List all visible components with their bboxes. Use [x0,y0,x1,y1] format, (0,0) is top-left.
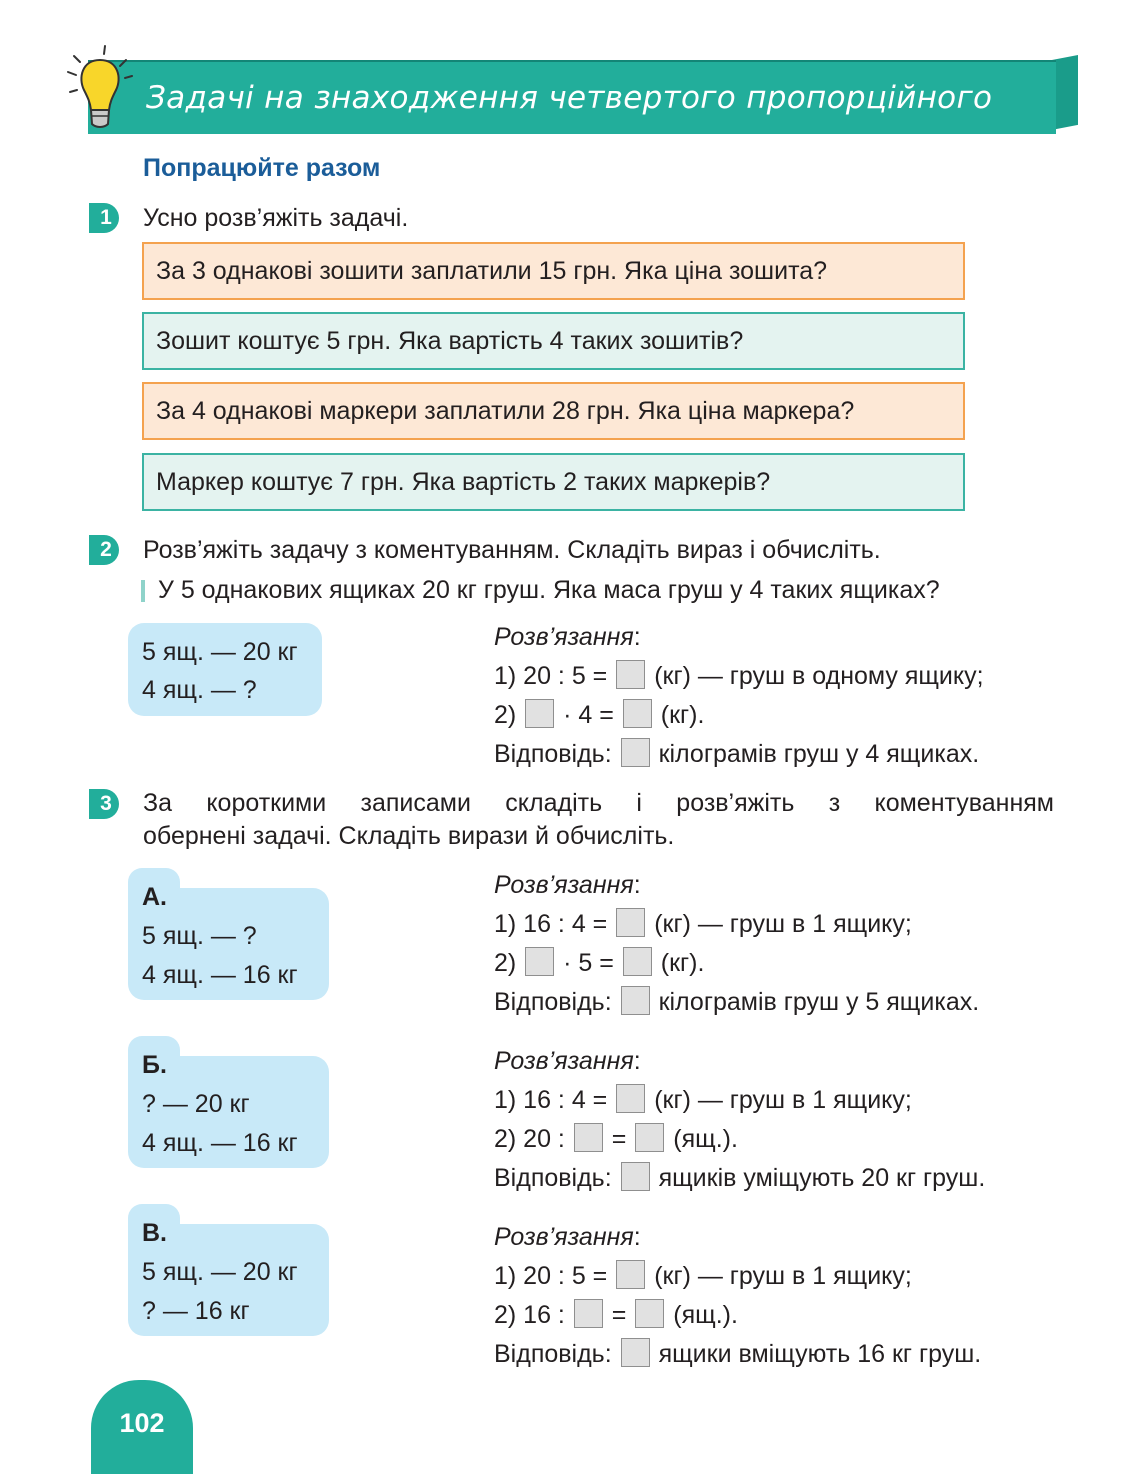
short-note-content [142,1046,298,1163]
page-title: Задачі на знаходження четвертого пропорційного [146,80,993,116]
solution: Розв’язання: 1) 16 : 4 = (кг) — груш в 1 ящику; 2) · 5 = (кг). Відповідь: кілограмів груш у 5 ящиках. [494,871,980,1016]
note-line: 4 ящ. — 16 кг [142,961,298,989]
answer-blank[interactable] [616,908,645,937]
answer-blank[interactable] [574,1123,603,1152]
note-line: ? — 16 кг [142,1297,250,1325]
note-line: 4 ящ. — ? [142,676,257,704]
solution-label: Розв’язання [494,1047,634,1075]
problem-box: Маркер коштує 7 грн. Яка вартість 2 таких маркерів? [142,453,965,511]
solution: Розв’язання: 1) 20 : 5 = (кг) — груш в 1 ящику; 2) 16 : = (ящ.). Відповідь: ящики вміщують 16 кг груш. [494,1223,982,1368]
note-line: ? — 20 кг [142,1090,250,1118]
problem-text: У 5 однакових ящиках 20 кг груш. Яка маса груш у 4 таких ящиках? [158,576,940,604]
answer-blank[interactable] [621,1162,650,1191]
problem-box: За 4 однакові маркери заплатили 28 грн. Яка ціна маркера? [142,382,965,440]
problem-marker [141,580,145,602]
answer-blank[interactable] [621,1338,650,1367]
answer-blank[interactable] [616,1084,645,1113]
problem-box: Зошит коштує 5 грн. Яка вартість 4 таких зошитів? [142,312,965,370]
solution-label: Розв’язання [494,623,634,651]
short-note [128,623,322,716]
short-note-content [142,878,298,995]
note-line: 5 ящ. — ? [142,922,257,950]
answer-blank[interactable] [616,660,645,689]
section-heading: Попрацюйте разом [143,154,381,182]
problem-box: За 3 однакові зошити заплатили 15 грн. Яка ціна зошита? [142,242,965,300]
answer-blank[interactable] [574,1299,603,1328]
task-number-badge: 1 [89,203,119,233]
answer-blank[interactable] [525,699,554,728]
task-prompt: Розв’яжіть задачу з коментуванням. Складіть вираз і обчисліть. [143,536,881,564]
task-prompt: обернені задачі. Складіть вирази й обчисліть. [143,822,675,850]
page-number: 102 [119,1408,165,1438]
note-line: 5 ящ. — 20 кг [142,1258,298,1286]
task-prompt: Усно розв’яжіть задачі. [143,204,409,232]
answer-blank[interactable] [623,699,652,728]
note-letter: В. [142,1219,167,1247]
task-number-badge: 3 [89,789,119,819]
answer-blank[interactable] [621,738,650,767]
answer-blank[interactable] [621,986,650,1015]
solution: Розв’язання: 1) 16 : 4 = (кг) — груш в 1 ящику; 2) 20 : = (ящ.). Відповідь: ящиків уміщують 20 кг груш. [494,1047,986,1192]
answer-blank[interactable] [623,947,652,976]
note-letter: А. [142,883,167,911]
note-line: 5 ящ. — 20 кг [142,638,298,666]
answer-blank[interactable] [525,947,554,976]
note-line: 4 ящ. — 16 кг [142,1129,298,1157]
lightbulb-icon [60,44,140,134]
solution: Розв’язання: 1) 20 : 5 = (кг) — груш в одному ящику; 2) · 4 = (кг). Відповідь: кілограмів груш у 4 ящиках. [494,623,984,768]
solution-label: Розв’язання [494,1223,634,1251]
task-prompt: За короткими записами складіть і розв’яжіть з коментуванням [143,789,1054,817]
answer-blank[interactable] [635,1299,664,1328]
note-letter: Б. [142,1051,167,1079]
task-number-badge: 2 [89,535,119,565]
short-note-content [142,1214,298,1331]
solution-label: Розв’язання [494,871,634,899]
answer-blank[interactable] [635,1123,664,1152]
answer-blank[interactable] [616,1260,645,1289]
